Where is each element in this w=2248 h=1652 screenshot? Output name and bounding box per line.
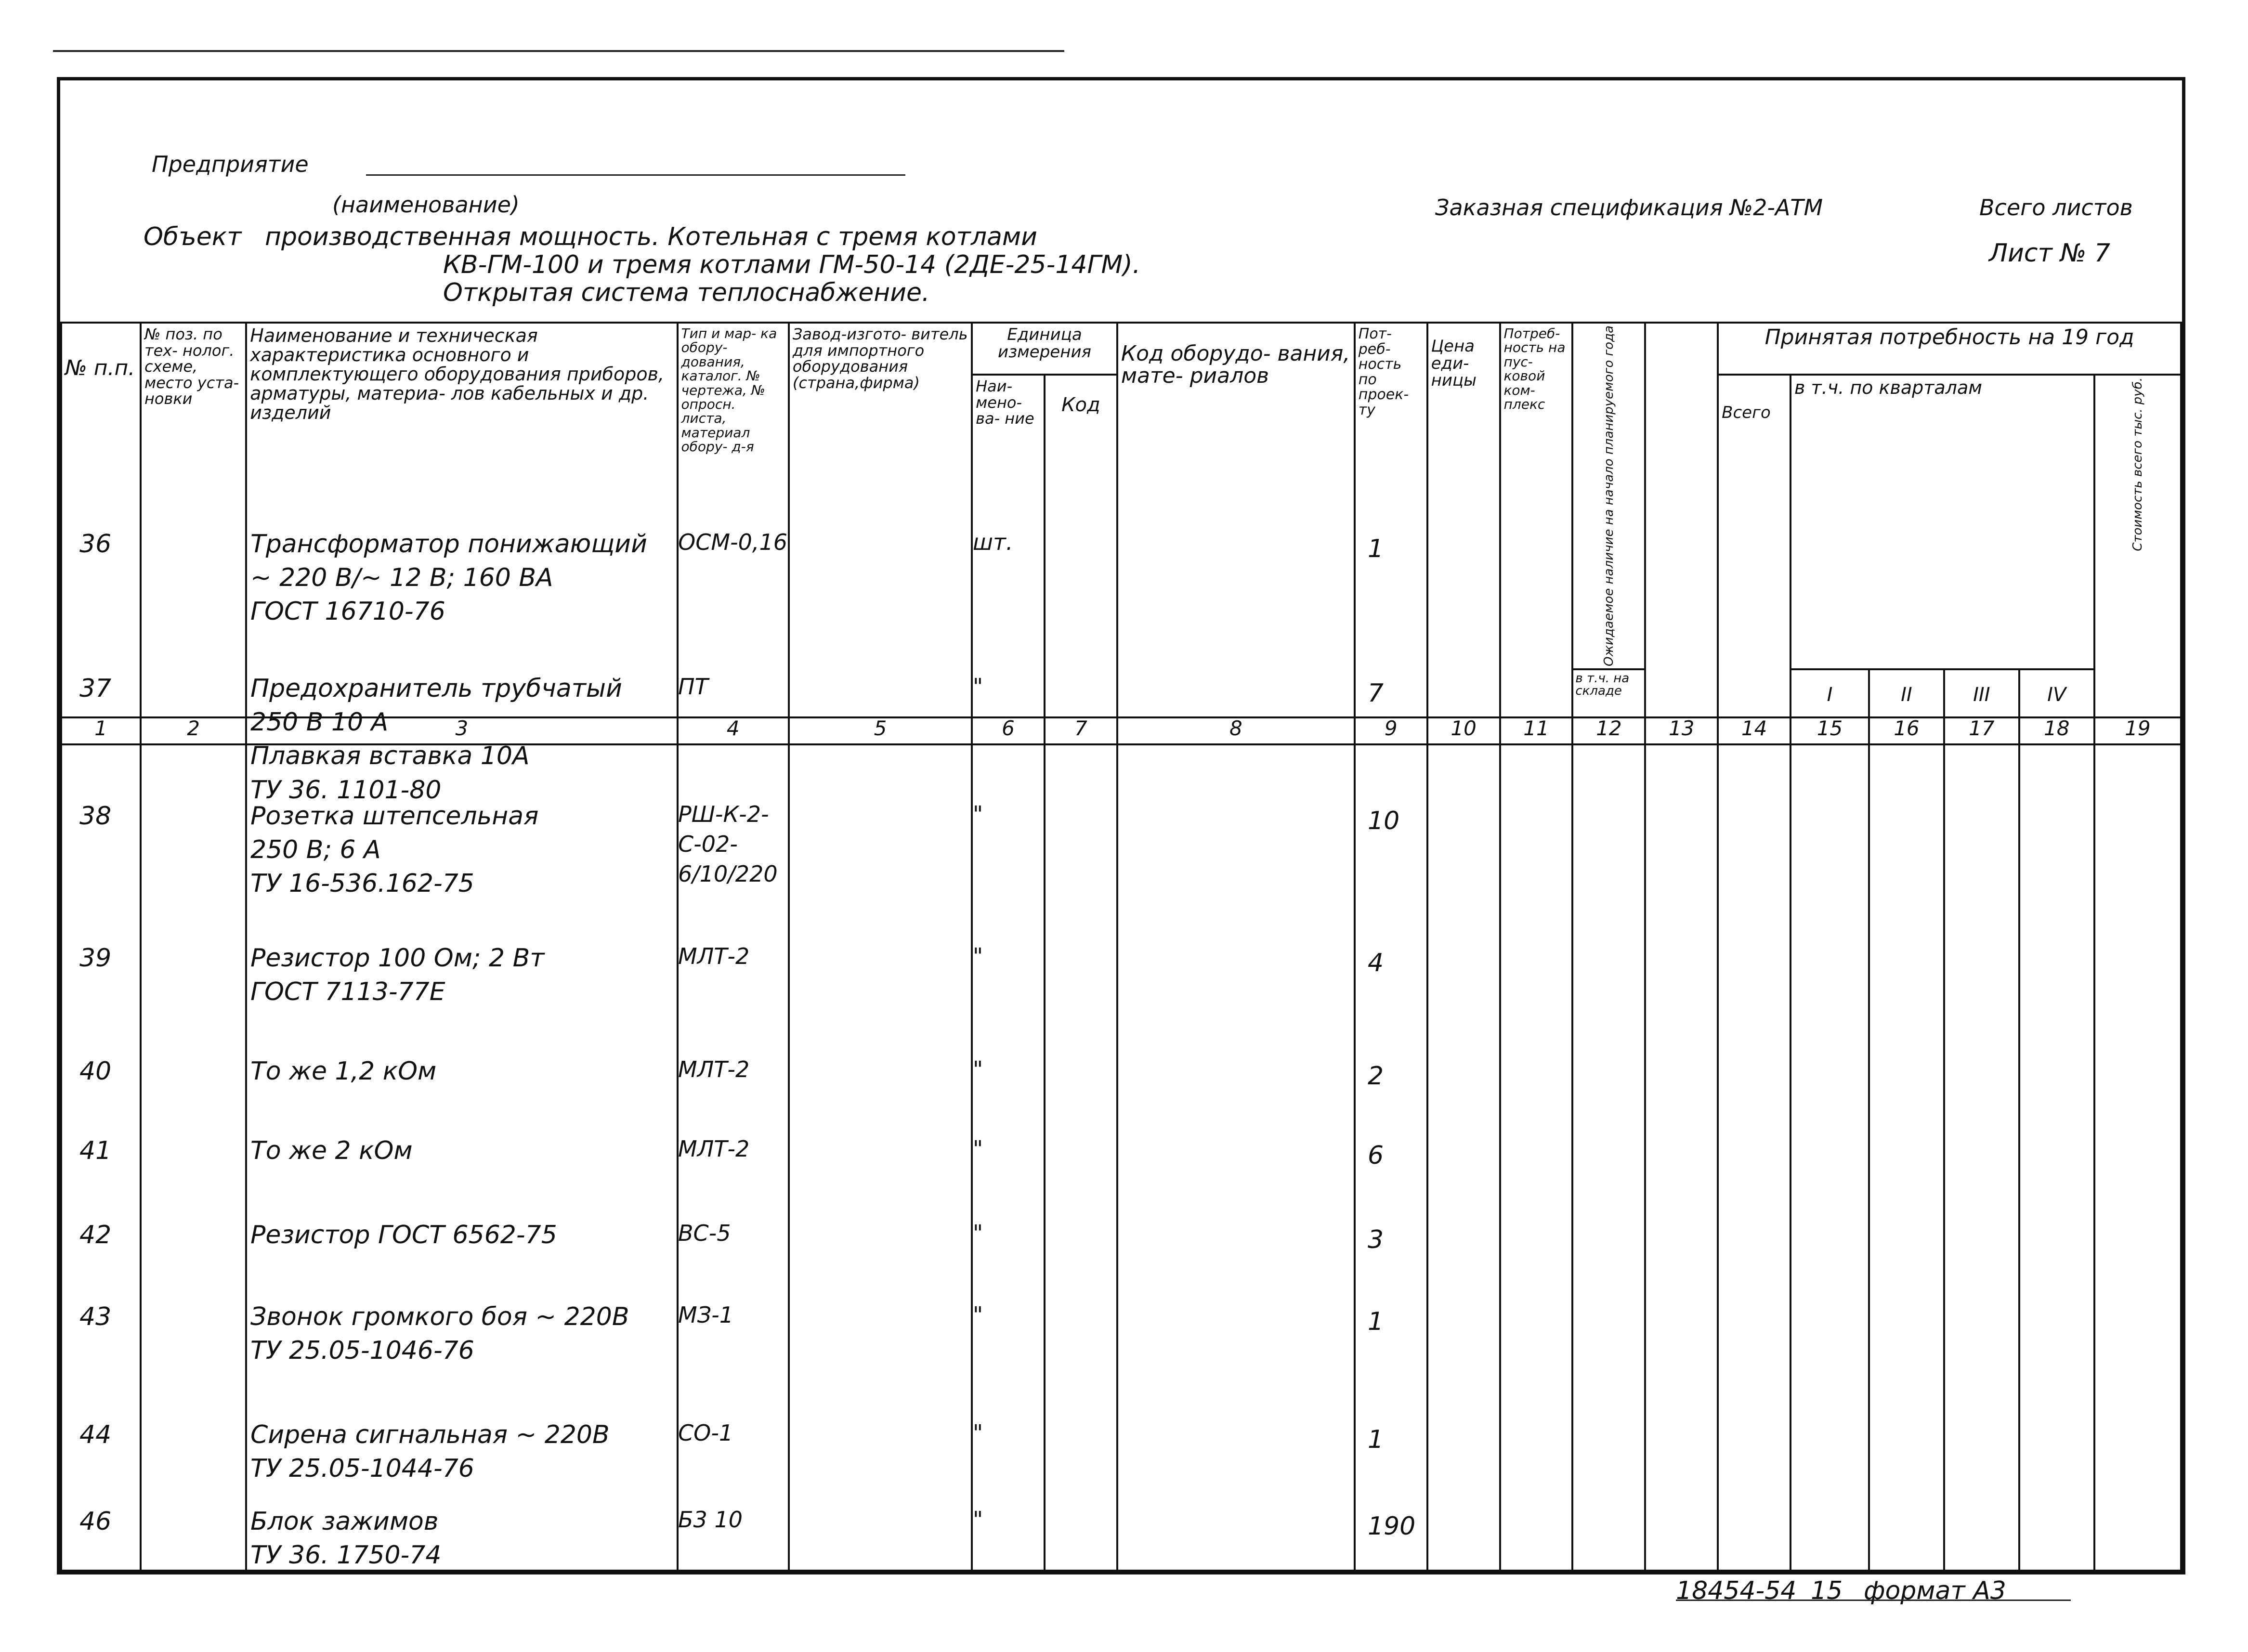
col-num: 8 bbox=[1117, 717, 1355, 744]
item-type-line: С-02- bbox=[678, 831, 738, 858]
col-num: 15 bbox=[1791, 717, 1869, 744]
col-head-15-18: в т.ч. по кварталам bbox=[1791, 375, 2094, 669]
item-type bbox=[678, 1300, 733, 1330]
item-type-line: МЛТ-2 bbox=[678, 1056, 750, 1082]
col-num: 2 bbox=[141, 717, 246, 744]
col-num: 5 bbox=[789, 717, 972, 744]
col-head-19 bbox=[2094, 375, 2181, 717]
col-head-10: Цена еди- ницы bbox=[1427, 323, 1500, 717]
item-unit: " bbox=[973, 1136, 983, 1162]
item-name-line: Предохранитель трубчатый bbox=[250, 674, 622, 703]
item-type-line: ВС-5 bbox=[678, 1220, 731, 1246]
item-name-line: 250 В; 6 А bbox=[250, 835, 381, 865]
row-number: 37 bbox=[79, 674, 112, 703]
col-head-7: Код bbox=[1045, 375, 1117, 717]
col-num: 4 bbox=[678, 717, 789, 744]
col-head-17: III bbox=[1944, 669, 2019, 717]
row-number: 40 bbox=[79, 1057, 112, 1086]
item-name-line: ГОСТ 16710-76 bbox=[250, 597, 445, 626]
item-name bbox=[250, 1218, 557, 1252]
col-num: 3 bbox=[246, 717, 677, 744]
item-name-line: Розетка штепсельная bbox=[250, 802, 539, 831]
col-num: 12 bbox=[1572, 717, 1645, 744]
col-num: 10 bbox=[1427, 717, 1500, 744]
row-number: 44 bbox=[79, 1420, 112, 1449]
col-head-12-bottom: в т.ч. на складе bbox=[1572, 669, 1645, 717]
item-type bbox=[678, 1418, 733, 1448]
row-number: 41 bbox=[79, 1136, 112, 1165]
item-type-line: МЛТ-2 bbox=[678, 943, 750, 969]
item-unit: шт. bbox=[973, 529, 1013, 555]
item-qty: 2 bbox=[1368, 1062, 1384, 1091]
item-unit: " bbox=[973, 943, 983, 969]
object-text-line2: КВ-ГМ-100 и тремя котлами ГМ-50-14 (2ДЕ-25-14ГМ). bbox=[443, 250, 1141, 279]
item-name-line: ГОСТ 7113-77Е bbox=[250, 977, 445, 1007]
enterprise-underline bbox=[366, 174, 905, 176]
item-qty: 4 bbox=[1368, 949, 1384, 977]
item-name-line: Звонок громкого боя ~ 220В bbox=[250, 1302, 629, 1331]
item-name-line: ТУ 16-536.162-75 bbox=[250, 869, 474, 898]
item-qty: 6 bbox=[1368, 1141, 1384, 1170]
col-head-16: II bbox=[1869, 669, 1944, 717]
col-num: 11 bbox=[1500, 717, 1573, 744]
item-qty: 1 bbox=[1368, 1425, 1384, 1454]
col-head-2: № поз. по тех- нолог. схеме, место уста- новки bbox=[141, 323, 246, 717]
item-name-line: Резистор ГОСТ 6562-75 bbox=[250, 1221, 557, 1249]
item-type-line: МЛТ-2 bbox=[678, 1136, 750, 1162]
item-name bbox=[250, 1134, 413, 1168]
item-name-line: 250 В 10 А bbox=[250, 708, 389, 737]
item-type bbox=[678, 1218, 731, 1248]
item-qty: 10 bbox=[1368, 806, 1400, 835]
col-head-11: Потреб- ность на пус- ковой ком- плекс bbox=[1500, 323, 1573, 717]
item-name-line: Трансформатор понижающий bbox=[250, 530, 647, 559]
item-qty: 1 bbox=[1368, 1307, 1384, 1336]
item-name-line: Резистор 100 Ом; 2 Вт bbox=[250, 944, 545, 973]
item-unit: " bbox=[973, 674, 983, 700]
col-head-5: Завод-изгото- витель для импортного оборудования (страна,фирма) bbox=[789, 323, 972, 717]
item-name-line: Сирена сигнальная ~ 220В bbox=[250, 1420, 610, 1449]
item-qty: 3 bbox=[1368, 1225, 1384, 1254]
item-type-line: ОСМ-0,16 bbox=[678, 529, 788, 555]
col-head-18: IV bbox=[2019, 669, 2094, 717]
sheet-index: 15 bbox=[1811, 1576, 1843, 1605]
col-head-6: Наи- мено- ва- ние bbox=[972, 375, 1045, 717]
item-name-line: ТУ 25.05-1044-76 bbox=[250, 1454, 474, 1483]
item-type bbox=[678, 1054, 749, 1084]
col-num: 6 bbox=[972, 717, 1045, 744]
top-rule bbox=[53, 50, 1064, 52]
item-type bbox=[678, 799, 778, 889]
item-name bbox=[250, 527, 647, 629]
item-type-line: СО-1 bbox=[678, 1420, 733, 1446]
row-number: 46 bbox=[79, 1507, 112, 1536]
sheet-number: Лист № 7 bbox=[1989, 239, 2111, 268]
col-head-4: Тип и мар- ка обору- дования, каталог. № чертежа, № опросн. листа, материал обору- д-я bbox=[678, 323, 789, 717]
item-name bbox=[250, 1300, 629, 1367]
item-type-line: РШ-К-2- bbox=[678, 801, 769, 827]
item-type-line: Б3 10 bbox=[678, 1507, 743, 1533]
col-head-13 bbox=[1645, 323, 1718, 717]
col-num: 14 bbox=[1718, 717, 1791, 744]
object-text-line1: производственная мощность. Котельная с тремя котлами bbox=[265, 222, 1037, 251]
doc-number: 18454-54 bbox=[1676, 1576, 1797, 1605]
object-text-line3: Открытая система теплоснабжение. bbox=[443, 278, 930, 307]
item-type bbox=[678, 672, 708, 702]
item-unit: " bbox=[973, 801, 983, 827]
footer-underline bbox=[1676, 1600, 2071, 1601]
item-name-line: То же 1,2 кОм bbox=[250, 1057, 437, 1086]
item-unit: " bbox=[973, 1507, 983, 1533]
col-head-6-7: Единица измерения bbox=[972, 323, 1117, 375]
col-head-9: Пот- реб- ность по проек- ту bbox=[1355, 323, 1427, 717]
item-name bbox=[250, 672, 622, 807]
item-type bbox=[678, 527, 787, 557]
col-head-8: Код оборудо- вания, мате- риалов bbox=[1117, 323, 1355, 717]
item-qty: 190 bbox=[1368, 1512, 1416, 1541]
item-type bbox=[678, 941, 749, 971]
col-num: 9 bbox=[1355, 717, 1427, 744]
col-num: 18 bbox=[2019, 717, 2094, 744]
item-name bbox=[250, 1418, 610, 1485]
col-num: 1 bbox=[61, 717, 141, 744]
col-head-3: Наименование и техническая характеристика основного и комплектующего оборудования приборов, арматуры, материа- лов кабельных и др. изделий bbox=[246, 323, 677, 717]
item-type bbox=[678, 1505, 743, 1535]
total-sheets: Всего листов bbox=[1979, 195, 2133, 221]
item-name-line: Плавкая вставка 10А bbox=[250, 741, 530, 771]
item-name-line: То же 2 кОм bbox=[250, 1136, 413, 1165]
col-num: 16 bbox=[1869, 717, 1944, 744]
item-name bbox=[250, 799, 538, 901]
object-label: Объект bbox=[144, 222, 242, 251]
item-type-line: 6/10/220 bbox=[678, 861, 778, 887]
col-num: 13 bbox=[1645, 717, 1718, 744]
col-head-12-top bbox=[1572, 323, 1645, 669]
col-num: 7 bbox=[1045, 717, 1117, 744]
item-name-line: ТУ 25.05-1046-76 bbox=[250, 1336, 474, 1366]
col-num: 19 bbox=[2094, 717, 2181, 744]
item-name-line: ТУ 36. 1750-74 bbox=[250, 1541, 442, 1570]
item-qty: 1 bbox=[1368, 534, 1384, 563]
format-label: формат А3 bbox=[1864, 1576, 2006, 1605]
col-head-15: I bbox=[1791, 669, 1869, 717]
item-type bbox=[678, 1134, 749, 1164]
item-qty: 7 bbox=[1368, 679, 1384, 708]
col-head-1: № п.п. bbox=[61, 323, 141, 717]
item-name-line: ~ 220 В/~ 12 В; 160 ВА bbox=[250, 563, 553, 593]
item-name bbox=[250, 1505, 441, 1572]
spec-title: Заказная спецификация №2-АТМ bbox=[1435, 195, 1823, 221]
item-unit: " bbox=[973, 1302, 983, 1328]
item-type-line: МЗ-1 bbox=[678, 1302, 734, 1328]
enterprise-label: Предприятие bbox=[152, 151, 309, 177]
col-head-14-19: Принятая потребность на 19 год bbox=[1718, 323, 2181, 375]
item-unit: " bbox=[973, 1420, 983, 1446]
item-name bbox=[250, 941, 545, 1009]
col-head-19-text: Стоимость всего тыс. руб. bbox=[2130, 377, 2145, 551]
row-number: 36 bbox=[79, 530, 112, 559]
item-type-line: ПТ bbox=[678, 674, 708, 700]
name-note: (наименование) bbox=[332, 192, 520, 218]
item-name bbox=[250, 1054, 436, 1088]
row-number: 39 bbox=[79, 944, 112, 973]
col-num: 17 bbox=[1944, 717, 2019, 744]
row-number: 42 bbox=[79, 1221, 112, 1249]
item-name-line: Блок зажимов bbox=[250, 1507, 439, 1536]
row-number: 38 bbox=[79, 802, 112, 831]
item-unit: " bbox=[973, 1220, 983, 1246]
item-name-line: ТУ 36. 1101-80 bbox=[250, 775, 442, 805]
item-unit: " bbox=[973, 1056, 983, 1082]
row-number: 43 bbox=[79, 1302, 112, 1331]
col-head-12-top-text: Ожидаемое наличие на начало планируемого года bbox=[1601, 325, 1616, 666]
col-head-14: Всего bbox=[1718, 375, 1791, 717]
